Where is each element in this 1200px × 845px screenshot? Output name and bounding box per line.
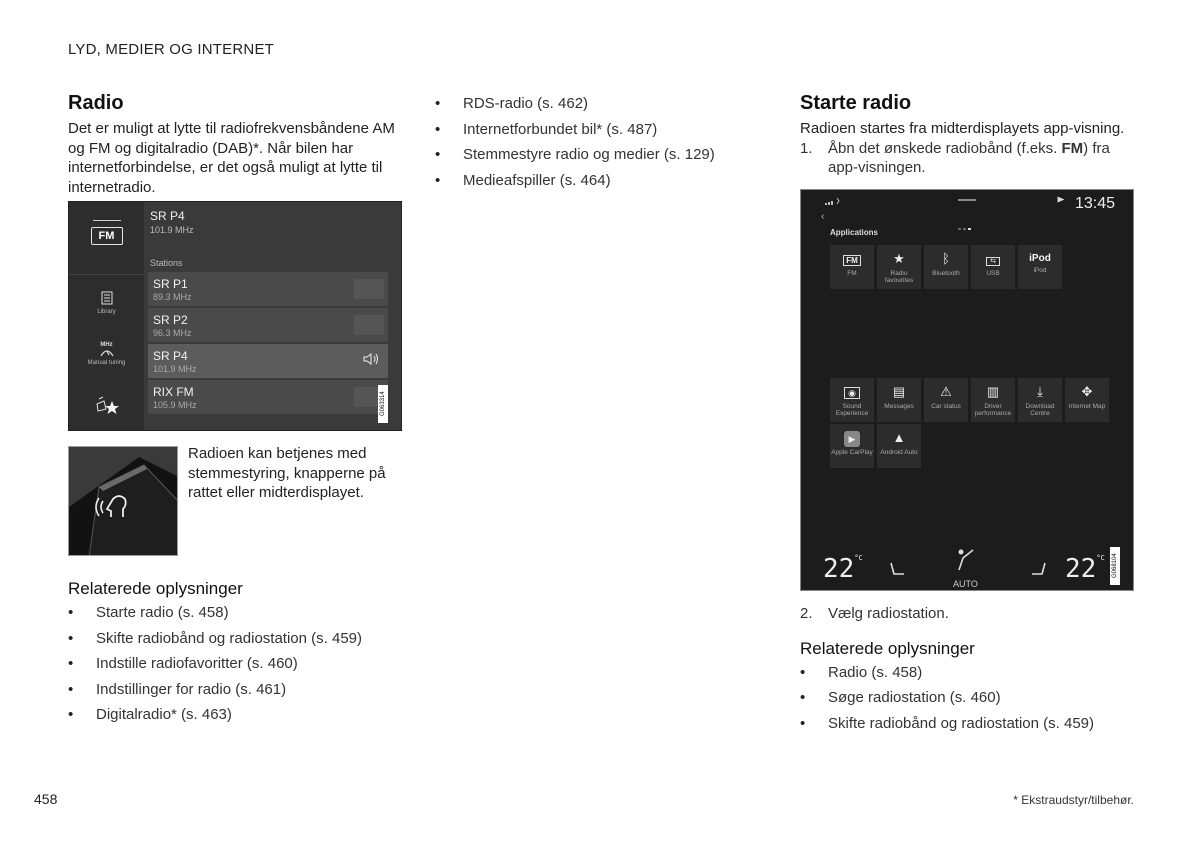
middle-column: [435, 94, 755, 196]
pull-down-handle: [958, 199, 976, 201]
station-name: SR P4: [153, 349, 188, 363]
station-frequency: 101.9 MHz: [153, 364, 197, 374]
seat-heat-right-icon[interactable]: [1029, 560, 1049, 580]
image-code-right: G068104: [1110, 547, 1120, 585]
app-download-centre[interactable]: [1018, 378, 1062, 422]
right-column-lower: [800, 604, 1136, 739]
app-label: Android Auto: [880, 449, 918, 456]
fm-radio-icon: FM: [843, 251, 861, 267]
station-frequency: 105.9 MHz: [153, 400, 197, 410]
photo-caption: Radioen kan betjenes med stemmestyring, knapperne på rattet eller midterdisplayet.: [188, 445, 386, 501]
related-link[interactable]: • Digitalradio* (s. 463): [68, 705, 402, 731]
app-driver-performance[interactable]: [971, 378, 1015, 422]
station-row: [148, 308, 388, 342]
start-radio-intro: Radioen startes fra midterdisplayets app-visning.: [800, 120, 1125, 137]
left-column: [68, 92, 402, 197]
station-name: SR P1: [153, 277, 188, 291]
app-label: USB: [986, 270, 1000, 277]
steps-list-1: [800, 139, 1136, 178]
sidebar-manual-tuning-label: Manual tuning: [87, 360, 126, 366]
temp-right[interactable]: $22^{^\circ C}$: [1065, 554, 1105, 584]
related-list-right: [800, 663, 1136, 740]
page-dots: [958, 217, 976, 219]
fan-icon[interactable]: [953, 546, 977, 572]
station-name: RIX FM: [153, 385, 194, 399]
related-link[interactable]: • Medieafspiller (s. 464): [435, 171, 755, 197]
step-number: 2.: [800, 605, 813, 622]
fm-radio-icon: FM: [91, 227, 123, 245]
library-icon: [99, 290, 115, 306]
related-link[interactable]: • Stemmestyre radio og medier (s. 129): [435, 145, 755, 171]
app-label: Driver performance: [974, 403, 1012, 417]
station-row: [148, 272, 388, 306]
status-bar: [801, 190, 1134, 222]
section-title-start-radio: Starte radio: [800, 92, 912, 114]
app-fm[interactable]: [830, 245, 874, 289]
related-link[interactable]: • Indstillinger for radio (s. 461): [68, 680, 402, 706]
mhz-label: MHz: [100, 342, 113, 348]
related-link[interactable]: • Indstille radiofavoritter (s. 460): [68, 654, 402, 680]
now-playing-frequency: 101.9 MHz: [150, 225, 194, 235]
related-link[interactable]: • Radio (s. 458): [800, 663, 1136, 689]
step-text-bold: FM: [1061, 139, 1084, 157]
stations-heading: Stations: [150, 258, 183, 268]
page-number: 458: [34, 791, 58, 807]
app-internet-map[interactable]: [1065, 378, 1109, 422]
station-handle: [354, 279, 384, 299]
speaker-playing-icon: [362, 352, 380, 369]
related-link[interactable]: • Internetforbundet bil* (s. 487): [435, 120, 755, 146]
app-label: Apple CarPlay: [831, 449, 873, 456]
app-label: Download Centre: [1025, 403, 1055, 417]
station-row: [148, 380, 388, 414]
app-label: iPod: [1033, 267, 1047, 274]
favourite-star-icon: [94, 395, 120, 415]
app-label: Car status: [931, 403, 961, 410]
driver-performance-icon: ▥: [986, 384, 1000, 399]
app-label: FM: [847, 270, 857, 277]
download-icon: ⤓: [1037, 384, 1043, 399]
center-display-illustration: [800, 189, 1134, 591]
speaker-icon: ◉: [844, 384, 860, 400]
related-link[interactable]: • RDS-radio (s. 462): [435, 94, 755, 120]
middle-related-list: [435, 94, 755, 196]
app-label: Internet Map: [1068, 403, 1106, 410]
related-link[interactable]: • Søge radiostation (s. 460): [800, 688, 1136, 714]
step-number: 1.: [800, 139, 813, 157]
warning-icon: ⚠: [940, 384, 952, 399]
station-row-active: [148, 344, 388, 378]
voice-control-icon: [93, 491, 135, 523]
step-1: [800, 139, 1136, 178]
related-link[interactable]: • Skifte radiobånd og radiostation (s. 459): [68, 629, 402, 655]
radio-favourites-icon: ★: [893, 251, 905, 266]
app-usb[interactable]: [971, 245, 1015, 289]
station-frequency: 96.3 MHz: [153, 328, 192, 338]
section-title-radio: Radio: [68, 92, 124, 114]
app-label: Messages: [884, 403, 914, 410]
radio-screen-illustration: [68, 201, 402, 431]
step-text-after: ) fra app-visningen.: [828, 139, 1110, 176]
app-bluetooth[interactable]: [924, 245, 968, 289]
antenna-lines: [93, 220, 121, 226]
manual-tuning-icon: [99, 348, 115, 357]
related-link[interactable]: • Skifte radiobånd og radiostation (s. 459): [800, 714, 1136, 740]
app-label: Bluetooth: [932, 270, 960, 277]
steering-voice-button-photo: [68, 446, 178, 556]
right-column: [800, 92, 1136, 178]
related-info-left: [68, 579, 402, 731]
sidebar-favourites: [69, 395, 144, 415]
android-auto-icon: ▲: [892, 430, 906, 445]
sidebar-library-label: Library: [97, 309, 116, 315]
station-handle: [354, 315, 384, 335]
sidebar-manual-tuning: [69, 342, 144, 366]
related-link[interactable]: • Starte radio (s. 458): [68, 603, 402, 629]
applications-title: Applications: [830, 228, 879, 237]
station-name: SR P2: [153, 313, 188, 327]
auto-label[interactable]: AUTO: [953, 579, 978, 589]
app-android-auto[interactable]: [877, 424, 921, 468]
app-ipod[interactable]: [1018, 245, 1062, 289]
app-messages[interactable]: [877, 378, 921, 422]
sidebar-library: [69, 290, 144, 315]
seat-heat-left-icon[interactable]: [887, 560, 907, 580]
related-heading: Relaterede oplysninger: [68, 579, 243, 598]
temp-left[interactable]: $22^{^\circ C}$: [823, 554, 863, 584]
step-text-before: Åbn det ønskede radiobånd (f.eks.: [828, 139, 1062, 157]
signal-icon: [825, 197, 845, 205]
app-label: Sound Experience: [835, 403, 869, 417]
footnote: * Ekstraudstyr/tilbehør.: [1013, 793, 1134, 807]
app-radio-favourites[interactable]: [877, 245, 921, 289]
station-frequency: 89.3 MHz: [153, 292, 192, 302]
now-playing-name: SR P4: [150, 209, 185, 223]
climate-bar: [801, 542, 1134, 591]
step-text: Vælg radiostation.: [828, 605, 949, 622]
sidebar-fm-source: [69, 220, 144, 245]
bluetooth-icon: ᛒ: [942, 251, 950, 266]
radio-main-panel: [144, 202, 402, 431]
related-heading: Relaterede oplysninger: [800, 638, 975, 658]
clock: 13:45: [1074, 195, 1115, 212]
usb-icon: ⇆: [986, 251, 1000, 267]
related-list: [68, 603, 402, 731]
image-code-left: G063314: [378, 385, 388, 423]
app-label: Radio favourites: [884, 270, 914, 284]
ipod-icon: iPod: [1029, 253, 1051, 264]
gps-icon: [1058, 197, 1065, 203]
messages-icon: ▤: [892, 384, 906, 399]
back-chevron-icon: ‹: [821, 211, 825, 222]
app-car-status[interactable]: [924, 378, 968, 422]
app-sound-experience[interactable]: [830, 378, 874, 422]
step-2: [800, 604, 1136, 624]
carplay-icon: ▶: [844, 430, 860, 446]
running-header: LYD, MEDIER OG INTERNET: [68, 41, 275, 58]
radio-intro-paragraph: Det er muligt at lytte til radiofrekvensbåndene AM og FM og digitalradio (DAB)*. Når bilen har internetforbindelse, er det også muligt at lytte til internetradio.: [68, 120, 395, 196]
app-apple-carplay[interactable]: [830, 424, 874, 468]
map-icon: ✥: [1081, 384, 1093, 399]
steps-list-2: [800, 604, 1136, 624]
radio-sidebar: [69, 202, 144, 431]
